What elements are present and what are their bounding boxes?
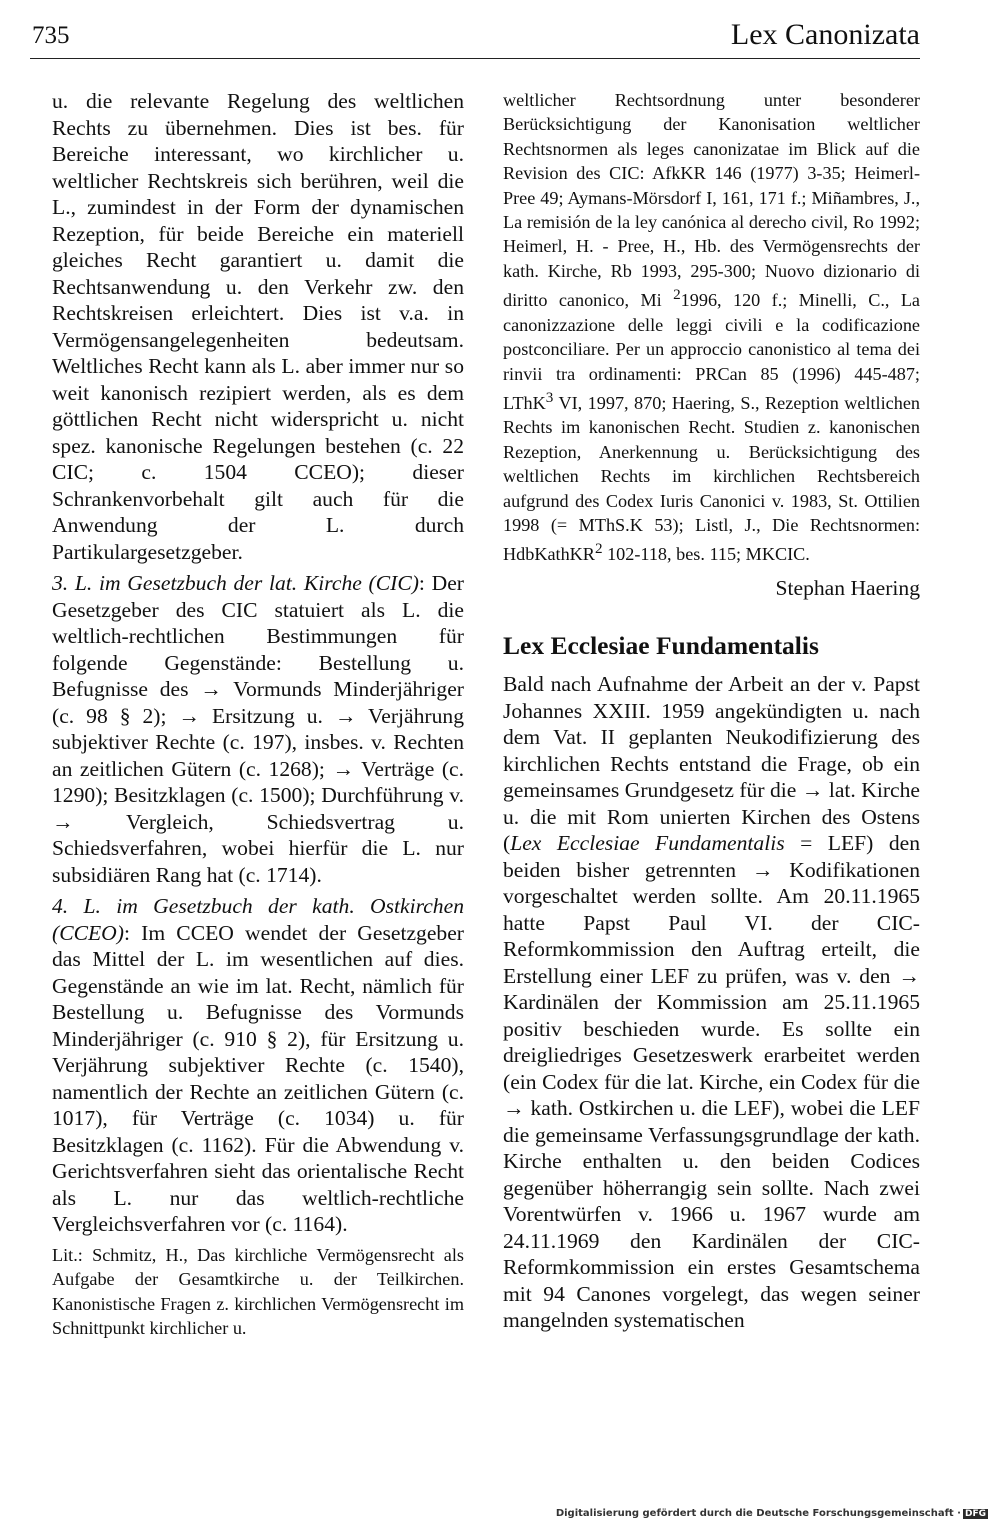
page-number: 735 xyxy=(32,22,70,49)
entry-text-a: Bald nach Aufnahme der Arbeit an der v. Papst Johannes XXIII. 1959 angekündigten u. nach dem Vat. II geplanten Neukodifizierung des kirchlichen Rechts entstand die Frage, ob ein gemeinsames Grundgesetz für die → lat. Kirche u. die mit Rom unierten Kirchen des Ostens ( xyxy=(503,672,920,856)
entry-text-italic: Lex Ecclesiae Fundamentalis xyxy=(510,831,785,856)
section-3-heading: 3. L. im Gesetzbuch der lat. Kirche (CIC) xyxy=(52,571,419,595)
lit-text-d: 102-118, bes. 115; MKCIC. xyxy=(602,544,810,565)
lit-text-a: weltlicher Rechtsordnung unter besonderer Berücksichtigung der Kanonisation weltlicher Rechtsnormen als leges canonizatae im Blick auf die Revision des CIC: AfkKR 146 (1977) 3-35; Heimerl-Pree 49; Aymans-Mörsdorf I, 161, 171 f.; Miñambres, J., La remisión de la ley canónica al derecho civil, Ro 1992; Heimerl, H. - Pree, H., Hb. des Vermögensrechts der kath. Kirche, Rb 1993, 295-300; Nuovo dizionario di diritto canonico, Mi xyxy=(503,90,920,311)
lit-superscript-lthk: 3 xyxy=(545,388,554,406)
section-4-text: : Im CCEO wendet der Gesetzgeber das Mittel der L. im wesentlichen auf dies. Gegenstände an wie im lat. Recht, nämlich für Bestellung u. Befugnisse des Vormunds Minderjähriger (c. 910 § 2), für Ersitzung u. Verjährung subjektiver Rechte (c. 1540), namentlich der Rechte an zeitlichen Gütern (c. 1017), für Verträge (c. 1034) u. für Besitzklagen (c. 1162). Für die Abwendung v. Gerichtsverfahren sieht das orientalische Recht als L. nur das weltlich-rechtliche Vergleichsverfahren vor (c. 1164). xyxy=(52,920,464,1236)
entry-title: Lex Ecclesiae Fundamentalis xyxy=(503,631,819,661)
entry-body xyxy=(503,671,920,1334)
running-head: Lex Canonizata xyxy=(730,18,920,51)
section-3-text: : Der Gesetzgeber des CIC statuiert als L. die weltlich-rechtlichen Bestimmungen für folgende Gegenstände: Bestellung u. Befugnisse des → Vormunds Minderjähriger (c. 98 § 2); → Ersitzung u. → Verjährung subjektiver Rechte (c. 197), insbes. v. Rechten an zeitlichen Gütern (c. 1268); → Verträge (c. 1290); Besitzklagen (c. 1500); Durchführung v. → Vergleich, Schiedsvertrag u. Schiedsverfahren, wobei hierfür die L. nur subsidiären Rang hat (c. 1714). xyxy=(52,571,464,887)
section-4-heading: 4. L. im Gesetzbuch der kath. Ostkirchen (CCEO) xyxy=(52,894,464,945)
section-4 xyxy=(52,893,464,1238)
footer-text: Digitalisierung gefördert durch die Deutsche Forschungsgemeinschaft · xyxy=(555,1508,961,1519)
paragraph-continuation: u. die relevante Regelung des weltlichen Rechts zu übernehmen. Dies ist bes. für Bereiche interessant, wo kirchlicher u. weltlicher Rechtskreis sich berühren, weil die L., zumindest in der Form der dynamischen Rezeption, für beide Bereiche ein materiell gleiches Recht garantiert u. damit die Rechtsanwendung u. den Verkehr zw. den Rechtskreisen erleichtert. Dies ist v.a. in Vermögensangelegenheiten bedeutsam. Weltliches Recht kann als L. aber immer nur so weit kanonisch rezipiert werden, als es dem göttlichen Recht nicht widerspricht u. nicht spez. kanonische Regelungen bestehen (c. 22 CIC; c. 1504 CCEO); dieser Schrankenvorbehalt gilt auch für die Anwendung der L. durch Partikulargesetzgeber. xyxy=(52,89,464,564)
entry-text-b: = LEF) den beiden bisher getrennten → Kodifikationen vorgeschaltet werden sollte. Am 20.11.1965 hatte Papst Paul VI. der CIC-Reformkommission den Auftrag erteilt, die Erstellung einer LEF zu prüfen, was v. den → Kardinälen der Kommission am 25.11.1965 positiv beschieden wurde. Es sollte ein dreigliedriges Gesetzeswerk erarbeitet werden (ein Codex für die lat. Kirche, ein Codex für die → kath. Ostkirchen u. die LEF), wobei die LEF die gemeinsame Verfassungsgrundlage der kath. Kirche enthalten u. den beiden Codices gegenüber höherrangig sein sollte. Nach zwei Vorentwürfen v. 1966 u. 1967 wurde am 24.11.1969 den Kardinälen der CIC-Reformkommission ein erstes Gesamtschema mit 94 Canones vorgelegt, das wegen seiner mangelnden systematischen xyxy=(503,831,920,1333)
author-signature: Stephan Haering xyxy=(775,575,920,600)
digitization-footer xyxy=(556,1508,988,1519)
right-column xyxy=(503,88,920,1334)
page-header xyxy=(30,18,920,59)
literature-left: Lit.: Schmitz, H., Das kirchliche Vermögensrecht als Aufgabe der Gesamtkirche u. der Teilkirchen. Kanonistische Fragen z. kirchlichen Vermögensrecht im Schnittpunkt kirchlicher u. xyxy=(52,1244,464,1339)
lit-superscript-hdbkathkr: 2 xyxy=(594,540,603,558)
lit-text-b: 1996, 120 f.; Minelli, C., La canonizzazione delle leggi civili e la codificazione postconciliare. Per un approccio canonistico al tema dei rinvii tra ordinamenti: PRCan 85 (1996) 445-487; LThK xyxy=(503,290,921,413)
lit-text-c: VI, 1997, 870; Haering, S., Rezeption weltlichen Rechts im kanonischen Recht. Studien z. kanonischen Rezeption, Anerkennung u. Berücksichtigung des weltlichen Rechts im kirchlichen Rechtsbereich aufgrund des Codex Iuris Canonici v. 1983, St. Ottilien 1998 (= MThS.K 53); Listl, J., Die Rechtsnormen: HdbKathKR xyxy=(503,393,920,565)
section-3 xyxy=(52,570,464,888)
literature-right xyxy=(503,88,920,567)
lit-superscript-edition: 2 xyxy=(673,286,681,304)
dfg-logo: DFG xyxy=(964,1509,986,1519)
left-column xyxy=(52,88,464,1341)
